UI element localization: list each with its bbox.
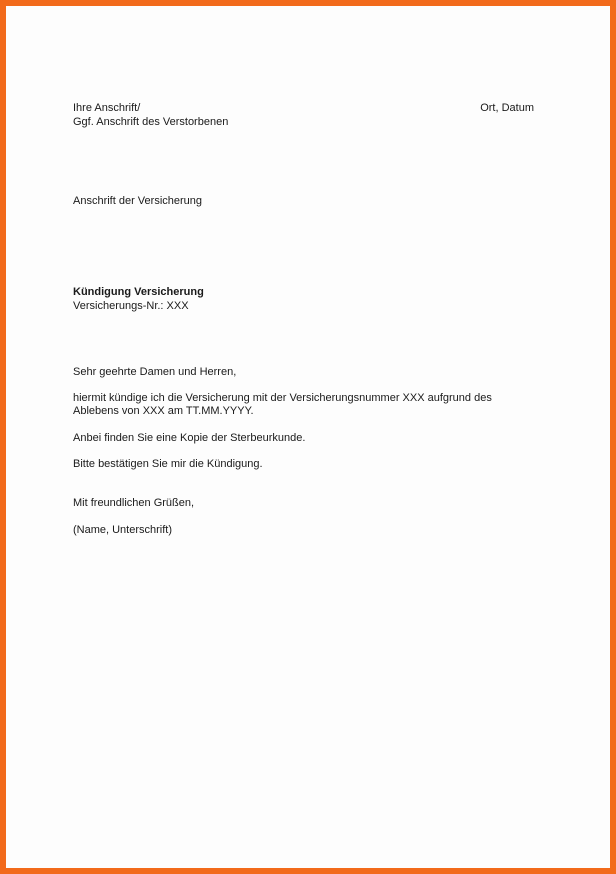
sender-address-line-2: Ggf. Anschrift des Verstorbenen — [73, 116, 229, 128]
signature-placeholder: (Name, Unterschrift) — [73, 524, 173, 536]
body-paragraph-1-line-1: hiermit kündige ich die Versicherung mit der Versicherungsnummer XXX aufgrund des — [73, 392, 492, 404]
salutation: Sehr geehrte Damen und Herren, — [73, 366, 237, 378]
recipient-address: Anschrift der Versicherung — [73, 195, 203, 207]
place-date: Ort, Datum — [480, 102, 534, 114]
sender-address-line-1: Ihre Anschrift/ — [73, 102, 141, 114]
body-paragraph-3: Bitte bestätigen Sie mir die Kündigung. — [73, 458, 263, 470]
body-paragraph-1-line-2: Ablebens von XXX am TT.MM.YYYY. — [73, 405, 254, 417]
subject-reference: Versicherungs-Nr.: XXX — [73, 300, 189, 312]
subject-title: Kündigung Versicherung — [73, 286, 204, 298]
closing: Mit freundlichen Grüßen, — [73, 497, 195, 509]
body-paragraph-2: Anbei finden Sie eine Kopie der Sterbeurkunde. — [73, 432, 306, 444]
